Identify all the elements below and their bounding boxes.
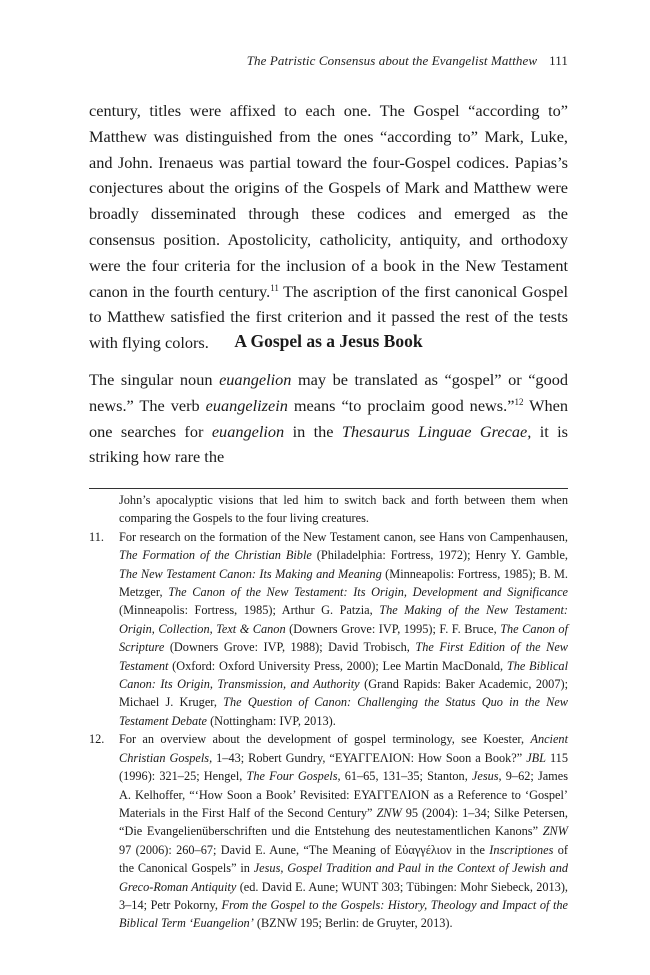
italic-term: euangelizein <box>205 395 288 415</box>
footnote-12 <box>89 730 568 932</box>
text-run: 115 (1996): 321–25; Hengel, <box>119 750 568 784</box>
text-run: When one searches for <box>89 395 569 441</box>
text-run: The singular noun <box>89 370 220 389</box>
book-title: The First Edition of the New Testament <box>119 640 568 673</box>
running-head <box>247 53 568 69</box>
text-run: (Minneapolis: Fortress, 1985); B. M. Metzger, <box>119 566 568 600</box>
section-heading: A Gospel as a Jesus Book <box>234 331 423 351</box>
footnote-number: 12. <box>89 732 105 747</box>
text-run: 9–62; James A. Kelhoffer, “‘How Soon a Book’ Revisited: ΕΥΑΓΓΕΛΙΟΝ as a Reference to ‘Gospel’ Materials in the First Half of the Second Century” <box>119 769 568 820</box>
italic-term: euangelion <box>211 421 285 441</box>
footnote-11 <box>89 528 568 730</box>
text-run: in the <box>284 421 342 441</box>
footnote-ref-11[interactable]: 11 <box>270 282 279 293</box>
footnote-number: 11. <box>89 529 104 544</box>
text-run: (Downers Grove: IVP, 1995); F. F. Bruce, <box>285 621 501 636</box>
journal-abbrev: JBL <box>526 750 546 765</box>
text-run: (Minneapolis: Fortress, 1985); Arthur G. Patzia, <box>119 603 380 618</box>
book-title: The Canon of Scripture <box>119 621 568 655</box>
footnote-divider <box>89 488 568 489</box>
italic-term: Inscriptiones <box>489 842 554 857</box>
book-title: The Four Gospels, <box>246 769 341 784</box>
text-run: (Grand Rapids: Baker Academic, 2007); Michael J. Kruger, <box>119 677 568 710</box>
text-run: 95 (2004): 1–34; Silke Petersen, “Die Evangelienüberschriften und die Entstehung des neutestamentlichen Kanons” <box>119 805 569 839</box>
italic-title: Thesaurus Linguae Grecae, <box>341 421 532 441</box>
text-run: (Philadelphia: Fortress, 1972); Henry Y. Gamble, <box>311 548 569 563</box>
page-number: 111 <box>549 53 568 68</box>
book-title: The Making of the New Testament: Origin, Collection, Text & Canon <box>119 603 568 636</box>
book-title: The Formation of the Christian Bible <box>119 548 312 563</box>
paragraph-text: century, titles were affixed to each one. The Gospel “according to” Matthew was distinguished from the ones “according to” Mark, Luke, and John. Irenaeus was partial toward the four-Gospel codices. Papias’s conjectures about the origins of the Gospels of Mark and Matthew were broadly disseminated through these codices and emerged as the consensus position. Apostolicity, catholicity, antiquity, and orthodoxy were the four criteria for the inclusion of a book in the New Testament canon in the fourth century. <box>89 101 568 301</box>
text-run: (Nottingham: IVP, 2013). <box>207 713 336 728</box>
running-title: The Patristic Consensus about the Evangelist Matthew <box>246 53 538 68</box>
book-title: The Biblical Canon: Its Origin, Transmission, and Authority <box>119 658 568 692</box>
text-run: it is striking how rare the <box>89 421 569 467</box>
journal-abbrev: ZNW <box>542 824 568 839</box>
italic-term: euangelion <box>219 370 292 389</box>
text-run: may be translated as “gospel” or “good news.” The verb <box>89 370 568 415</box>
footnotes <box>89 491 568 933</box>
paragraph-text-continued: The ascription of the first canonical Gospel to Matthew satisfied the first criterion and it passed the rest of the tests with flying colors. <box>89 281 568 353</box>
text-run: For research on the formation of the New Testament canon, see Hans von Campenhausen, <box>119 529 568 544</box>
text-run: (BZNW 195; Berlin: de Gruyter, 2013). <box>253 916 453 931</box>
book-title: The Canon of the New Testament: Its Origin, Development and Significance <box>168 585 568 600</box>
text-run: 1–43; Robert Gundry, “ΕΥΑΓΓΕΛΙΟΝ: How Soon a Book?” <box>212 750 527 765</box>
text-run: (Oxford: Oxford University Press, 2000); Lee Martin MacDonald, <box>168 658 507 673</box>
text-run: of the Canonical Gospels” in <box>119 842 568 876</box>
journal-abbrev: ZNW <box>376 805 402 820</box>
body-paragraph-1 <box>89 98 568 356</box>
book-title: The New Testament Canon: Its Making and Meaning <box>119 566 382 581</box>
text-run: For an overview about the development of gospel terminology, see Koester, <box>119 732 531 747</box>
book-title: From the Gospel to the Gospels: History, Theology and Impact of the Biblical Term ‘Euangelion’ <box>119 897 568 931</box>
text-run: 97 (2006): 260–67; David E. Aune, “The Meaning of Εὐαγγέλιον in the <box>119 842 490 857</box>
book-title: Jesus, Gospel Tradition and Paul in the Context of Jewish and Greco-Roman Antiquity <box>119 861 569 894</box>
text-run: means “to proclaim good news.” <box>287 395 515 415</box>
book-title: Jesus, <box>471 769 502 784</box>
book-title: Ancient Christian Gospels, <box>119 732 568 765</box>
text-run: (ed. David E. Aune; WUNT 303; Tübingen: Mohr Siebeck, 2013), 3–14; Petr Pokorny, <box>119 879 568 912</box>
text-run: 61–65, 131–35; Stanton, <box>340 769 472 784</box>
footnote-continuation: John’s apocalyptic visions that led him to switch back and forth between them when comparing the Gospels to the four living creatures. <box>119 493 568 526</box>
footnote-ref-12[interactable]: 12 <box>514 396 524 407</box>
text-run: (Downers Grove: IVP, 1988); David Trobisch, <box>164 640 416 655</box>
book-title: The Question of Canon: Challenging the Status Quo in the New Testament Debate <box>119 695 569 728</box>
body-paragraph-2 <box>89 367 568 470</box>
